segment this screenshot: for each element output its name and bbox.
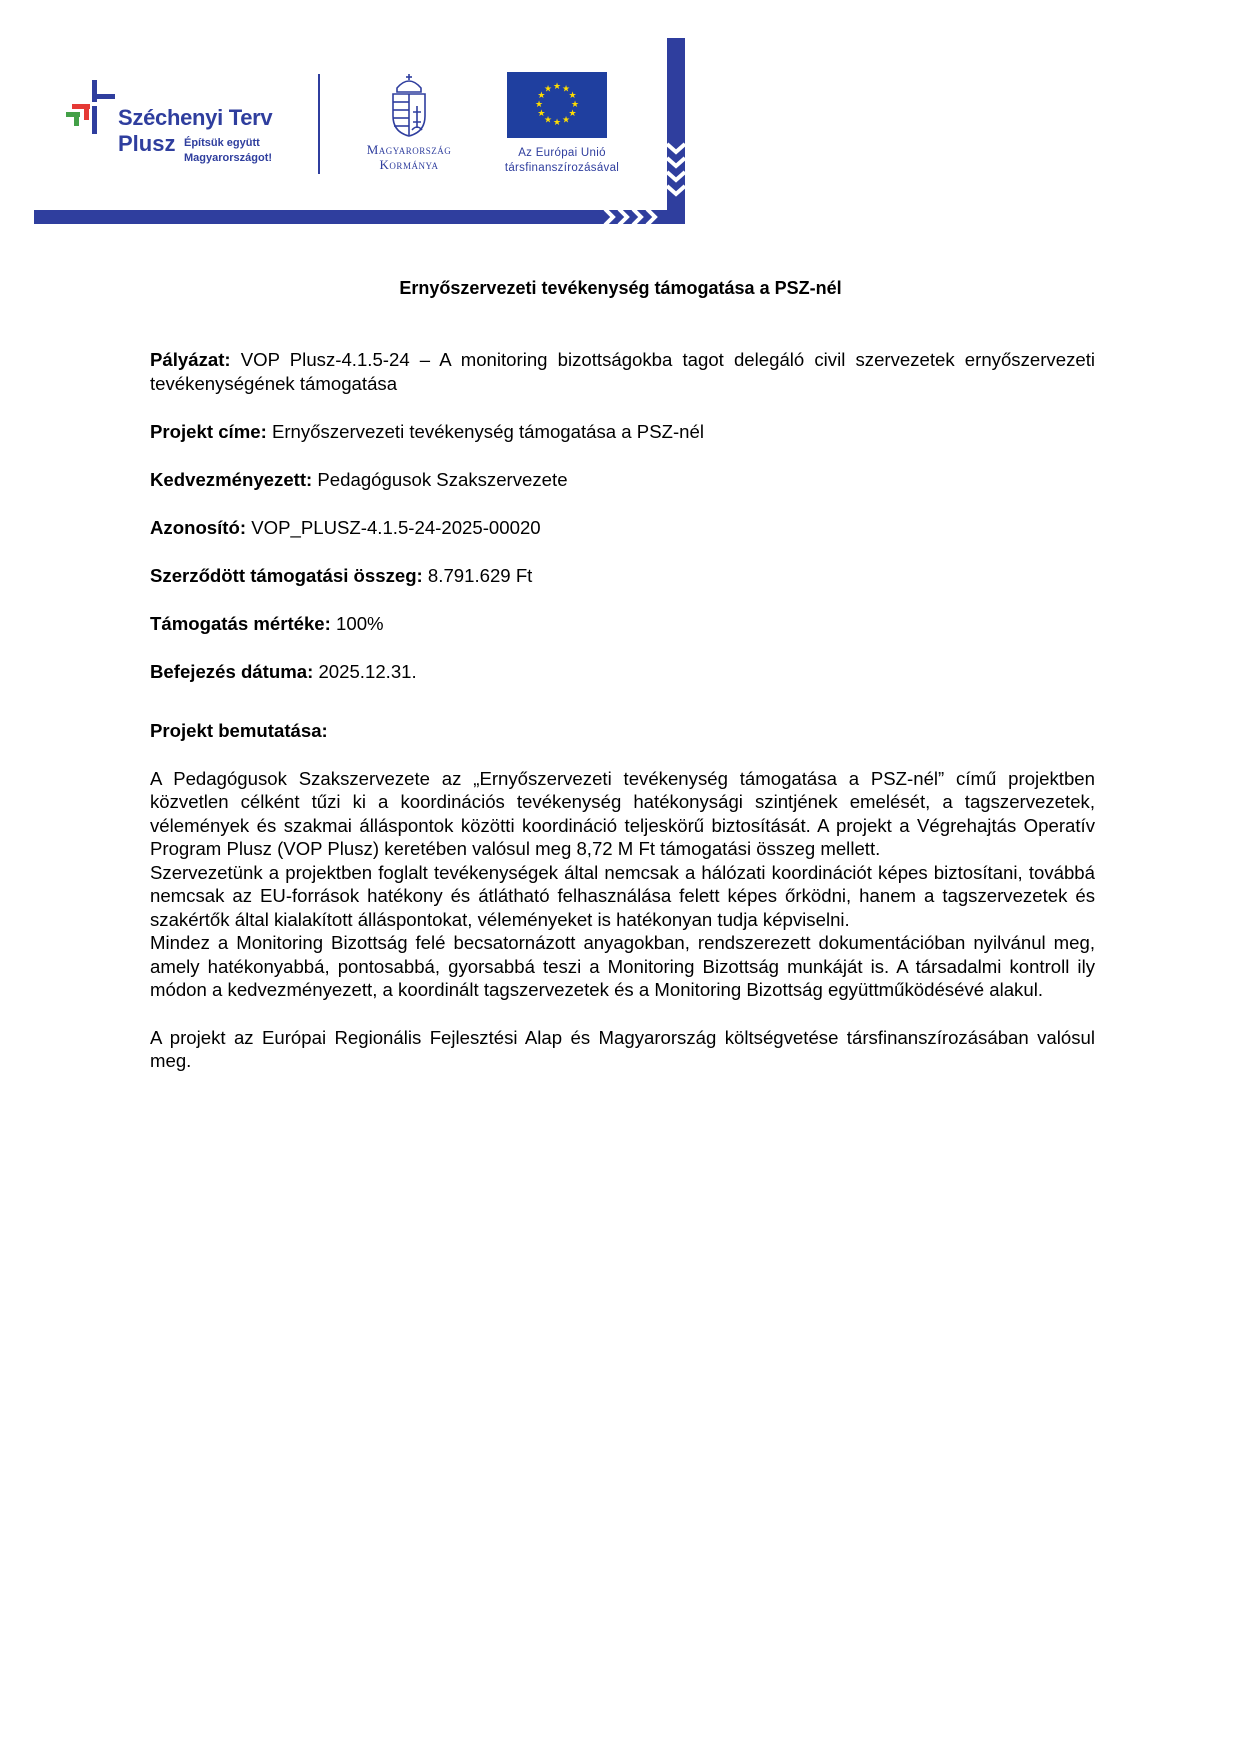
field-label: Projekt címe: [150,420,267,442]
field-value: Pedagógusok Szakszervezete [312,468,568,490]
header-banner [0,0,700,240]
document-title: Ernyőszervezeti tevékenység támogatása a PSZ-nél [399,278,842,298]
eu-stars-icon [507,72,607,138]
szechenyi-terv-logo [66,80,298,170]
field-value: 2025.12.31. [313,660,417,682]
svg-text:★: ★ [568,109,577,119]
government-logo [336,72,482,182]
field-row [150,516,1095,540]
description-paragraph: Mindez a Monitoring Bizottság felé becsatornázott anyagokban, rendszerezett dokumentációban nyilvánul meg, amely hatékonyabbá, pontosabbá, gyorsabbá teszi a Monitoring Bizottság munkáját is. A társadalmi kontroll ily módon a kedvezményezett, a koordinált tagszervezetek és a Monitoring Bizottság együttműködésévé alakul. [150,932,1095,1000]
document-content [150,348,1095,1073]
field-label: Befejezés dátuma: [150,660,314,682]
field-row [150,564,1095,588]
svg-text:★: ★ [537,91,546,101]
field-row [150,468,1095,492]
svg-text:★: ★ [534,100,544,110]
description-paragraph: Szervezetünk a projektben foglalt tevékenységek által nemcsak a hálózati koordinációt képes biztosítani, továbbá nemcsak az EU-források hatékony és átlátható felhasználása felett képes őrködni, hanem a tagszervezetek és szakértők által kialakított álláspontokat, véleményeket is hatékonyan tudja képviselni. [150,861,1095,930]
chevrons-down-icon [664,140,688,212]
section-heading: Projekt bemutatása: [150,720,328,741]
field-label: Kedvezményezett: [150,468,313,490]
field-label: Támogatás mértéke: [150,612,331,634]
description-paragraph: A Pedagógusok Szakszervezete az „Ernyőszervezeti tevékenység támogatása a PSZ-nél” című projektben közvetlen célként tűzi ki a koordinációs tevékenység hatékonysági szintjének emelését, a tagszervezetek, vélemények és szakmai álláspontok közötti koordináció teljeskörű biztosítását. A projekt a Végrehajtás Operatív Program Plusz (VOP Plusz) keretében valósul meg 8,72 M Ft támogatási összeg mellett. [150,767,1095,859]
szechenyi-tagline-line2: Magyarországot! [184,152,273,164]
field-row [150,348,1095,395]
field-row [150,660,1095,684]
hungarian-crest-icon [386,72,432,138]
eu-caption-line1: Az Európai Unió [518,147,606,159]
field-value: VOP_PLUSZ-4.1.5-24-2025-00020 [246,516,541,538]
eu-flag [507,72,607,138]
field-label: Pályázat: [150,349,231,370]
government-line2: Kormánya [379,157,439,172]
project-description [150,767,1095,1002]
svg-text:★: ★ [561,115,571,126]
field-label: Azonosító: [150,516,247,538]
szechenyi-tagline [184,136,272,166]
field-row [150,420,1095,444]
svg-text:★: ★ [552,118,562,128]
svg-text:★: ★ [543,115,553,126]
banner-bottom-bar [34,210,685,224]
szechenyi-title: Széchenyi Terv [118,105,273,130]
field-label: Szerződött támogatási összeg: [150,564,423,586]
szechenyi-tagline-line1: Építsük együtt [184,137,260,149]
field-value: 100% [330,612,384,634]
svg-text:★: ★ [568,91,577,101]
project-fields [150,348,1095,683]
szechenyi-cross-icon [66,80,118,136]
eu-logo [497,72,637,182]
closing-paragraph: A projekt az Európai Regionális Fejlesztési Alap és Magyarország költségvetése társfinanszírozásában valósul meg. [150,1026,1095,1071]
field-row [150,612,1095,636]
logo-divider [318,74,320,174]
eu-caption [497,146,627,176]
government-name [336,142,482,172]
szechenyi-plusz: Plusz [118,131,176,156]
svg-text:★: ★ [570,100,580,110]
chevrons-right-icon [601,206,661,228]
svg-text:★: ★ [552,82,562,92]
svg-text:★: ★ [537,109,546,119]
svg-text:★: ★ [561,84,571,95]
field-value: Ernyőszervezeti tevékenység támogatása a PSZ-nél [266,420,704,442]
government-line1: Magyarország [366,142,452,157]
field-value: VOP Plusz-4.1.5-24 – A monitoring bizottságokba tagot delegáló civil szervezetek ernyőszervezeti tevékenységének támogatása [150,349,1095,394]
eu-caption-line2: társfinanszírozásával [504,162,620,174]
svg-text:★: ★ [543,84,553,95]
field-value: 8.791.629 Ft [422,564,533,586]
